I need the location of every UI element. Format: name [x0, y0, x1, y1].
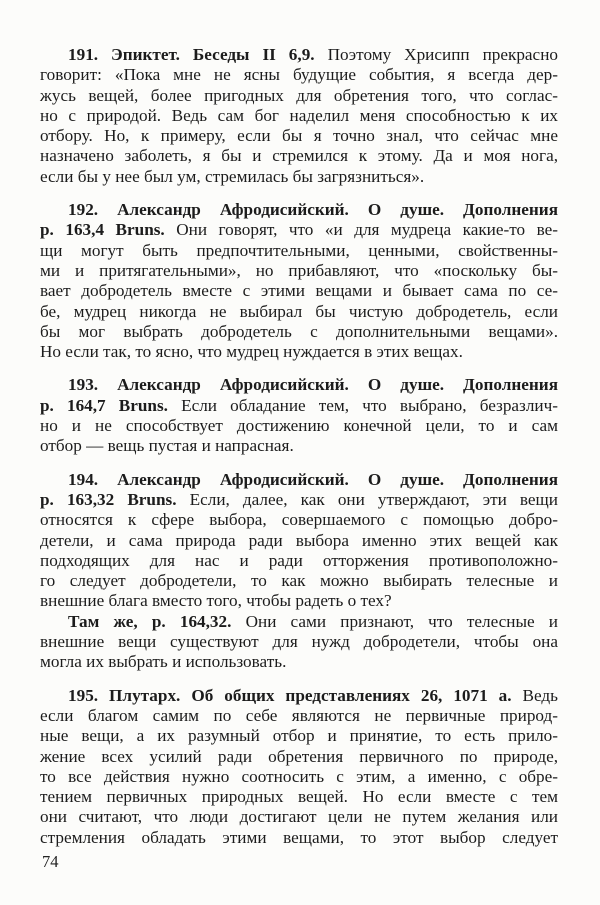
fragment-text: вает добродетель вместе с этими вещами и бывает сама по се-	[40, 281, 558, 301]
text-line	[40, 146, 558, 166]
fragment-text: жение всех усилий ради обретения первичного по природе,	[40, 746, 558, 766]
fragment-text: если бы у нее был ум, стремилась бы загрязниться».	[40, 166, 425, 186]
fragment-text: Они говорят, что «и для мудреца какие-то ве-	[164, 220, 558, 240]
text-line	[40, 706, 558, 726]
text-fragment	[40, 200, 558, 362]
text-fragment	[40, 612, 558, 673]
fragment-text: бе, мудрец никогда не выбирал бы чистую добродетель, если	[40, 301, 558, 321]
text-line	[40, 747, 558, 767]
text-line	[40, 396, 558, 416]
text-line	[40, 416, 558, 436]
text-line	[40, 436, 558, 456]
fragment-heading: р. 164,7 Bruns.	[40, 395, 168, 415]
text-fragment	[40, 686, 558, 848]
fragment-text: тением первичных природных вещей. Но если вместе с тем	[40, 787, 558, 807]
fragment-text: Если обладание тем, что выбрано, безразлич-	[167, 395, 558, 415]
fragment-text: стремления обладать этими вещами, то этот выбор следует	[40, 827, 558, 847]
fragment-heading: 192. Александр Афродисийский. О душе. Дополнения	[68, 200, 558, 220]
fragment-text: ные вещи, а их разумный отбор и принятие, то есть прило-	[40, 726, 558, 746]
fragment-text: но с природой. Ведь сам бог наделил меня способностью к их	[40, 105, 558, 125]
text-line	[40, 200, 558, 220]
fragment-text: внешние вещи существуют для нужд добродетели, чтобы она	[40, 632, 558, 652]
text-line	[40, 510, 558, 530]
text-line	[40, 86, 558, 106]
text-line	[40, 342, 558, 362]
fragment-text: жусь вещей, более пригодных для обретения того, что соглас-	[40, 85, 558, 105]
fragment-text: отбор — вещь пустая и напрасная.	[40, 436, 294, 456]
fragment-text: то все действия нужно соотносить с этим, а именно, с обре-	[40, 766, 558, 786]
text-line	[40, 45, 558, 65]
text-line	[40, 612, 558, 632]
text-line	[40, 686, 558, 706]
fragment-text: отбору. Но, к примеру, если бы я точно знал, что сейчас мне	[40, 126, 558, 146]
text-line	[40, 571, 558, 591]
text-line	[40, 828, 558, 848]
fragment-text: Но если так, то ясно, что мудрец нуждается в этих вещах.	[40, 342, 463, 362]
text-line	[40, 767, 558, 787]
text-line	[40, 531, 558, 551]
text-line	[40, 167, 558, 187]
text-block	[40, 45, 558, 848]
text-line	[40, 375, 558, 395]
fragment-text: детели, и сама природа ради выбора именно этих вещей как	[40, 530, 558, 550]
text-line	[40, 281, 558, 301]
text-fragment	[40, 45, 558, 187]
fragment-text: говорит: «Пока мне не ясны будущие события, я всегда дер-	[40, 65, 558, 85]
fragment-heading: р. 163,4 Bruns.	[40, 220, 165, 240]
text-line	[40, 241, 558, 261]
text-line	[40, 106, 558, 126]
fragment-text: Поэтому Хрисипп прекрасно	[314, 45, 558, 64]
text-line	[40, 490, 558, 510]
fragment-text: бы мог выбрать добродетель с дополнительными вещами».	[40, 321, 558, 341]
text-line	[40, 220, 558, 240]
fragment-heading: 195. Плутарх. Об общих представлениях 26, 1071 а.	[68, 685, 512, 705]
fragment-text: могла их выбрать и использовать.	[40, 652, 287, 672]
text-line	[40, 302, 558, 322]
fragment-heading: 193. Александр Афродисийский. О душе. Дополнения	[68, 375, 558, 395]
text-line	[40, 551, 558, 571]
text-line	[40, 126, 558, 146]
fragment-text: но и не способствует достижению конечной цели, то и сам	[40, 416, 558, 436]
fragment-text: го следует добродетели, то как можно выбирать телесные и	[40, 571, 558, 591]
fragment-text: назначено заболеть, я бы и стремился к этому. Да и моя нога,	[40, 146, 558, 166]
fragment-text: подходящих для нас и ради отторжения противоположно-	[40, 550, 558, 570]
text-line	[40, 322, 558, 342]
fragment-heading: Там же, р. 164,32.	[68, 611, 232, 631]
fragment-text: Ведь	[511, 685, 559, 705]
fragment-text: относятся к сфере выбора, совершаемого с помощью добро-	[40, 510, 558, 530]
fragment-text: Они сами признают, что телесные и	[231, 611, 558, 631]
text-fragment	[40, 470, 558, 612]
text-line	[40, 787, 558, 807]
text-line	[40, 807, 558, 827]
text-line	[40, 726, 558, 746]
text-fragment	[40, 375, 558, 456]
fragment-heading: р. 163,32 Bruns.	[40, 489, 177, 509]
fragment-text: щи могут быть предпочтительными, ценными, свойственны-	[40, 240, 558, 260]
page-number: 74	[42, 852, 59, 871]
fragment-text: ми и притягательными», но прибавляют, что «поскольку бы-	[40, 260, 558, 280]
fragment-text: они считают, что люди достигают цели не путем желания или	[40, 807, 558, 827]
fragment-text: Если, далее, как они утверждают, эти вещи	[176, 489, 558, 509]
text-line	[40, 652, 558, 672]
text-line	[40, 632, 558, 652]
fragment-text: если благом самим по себе являются не первичные природ-	[40, 705, 558, 725]
text-line	[40, 261, 558, 281]
fragment-text: внешние блага вместо того, чтобы радеть о тех?	[40, 591, 392, 611]
text-line	[40, 591, 558, 611]
fragment-heading: 194. Александр Афродисийский. О душе. Дополнения	[68, 469, 558, 489]
text-line	[40, 65, 558, 85]
fragment-heading: 191. Эпиктет. Беседы II 6,9.	[68, 45, 315, 64]
text-line	[40, 470, 558, 490]
